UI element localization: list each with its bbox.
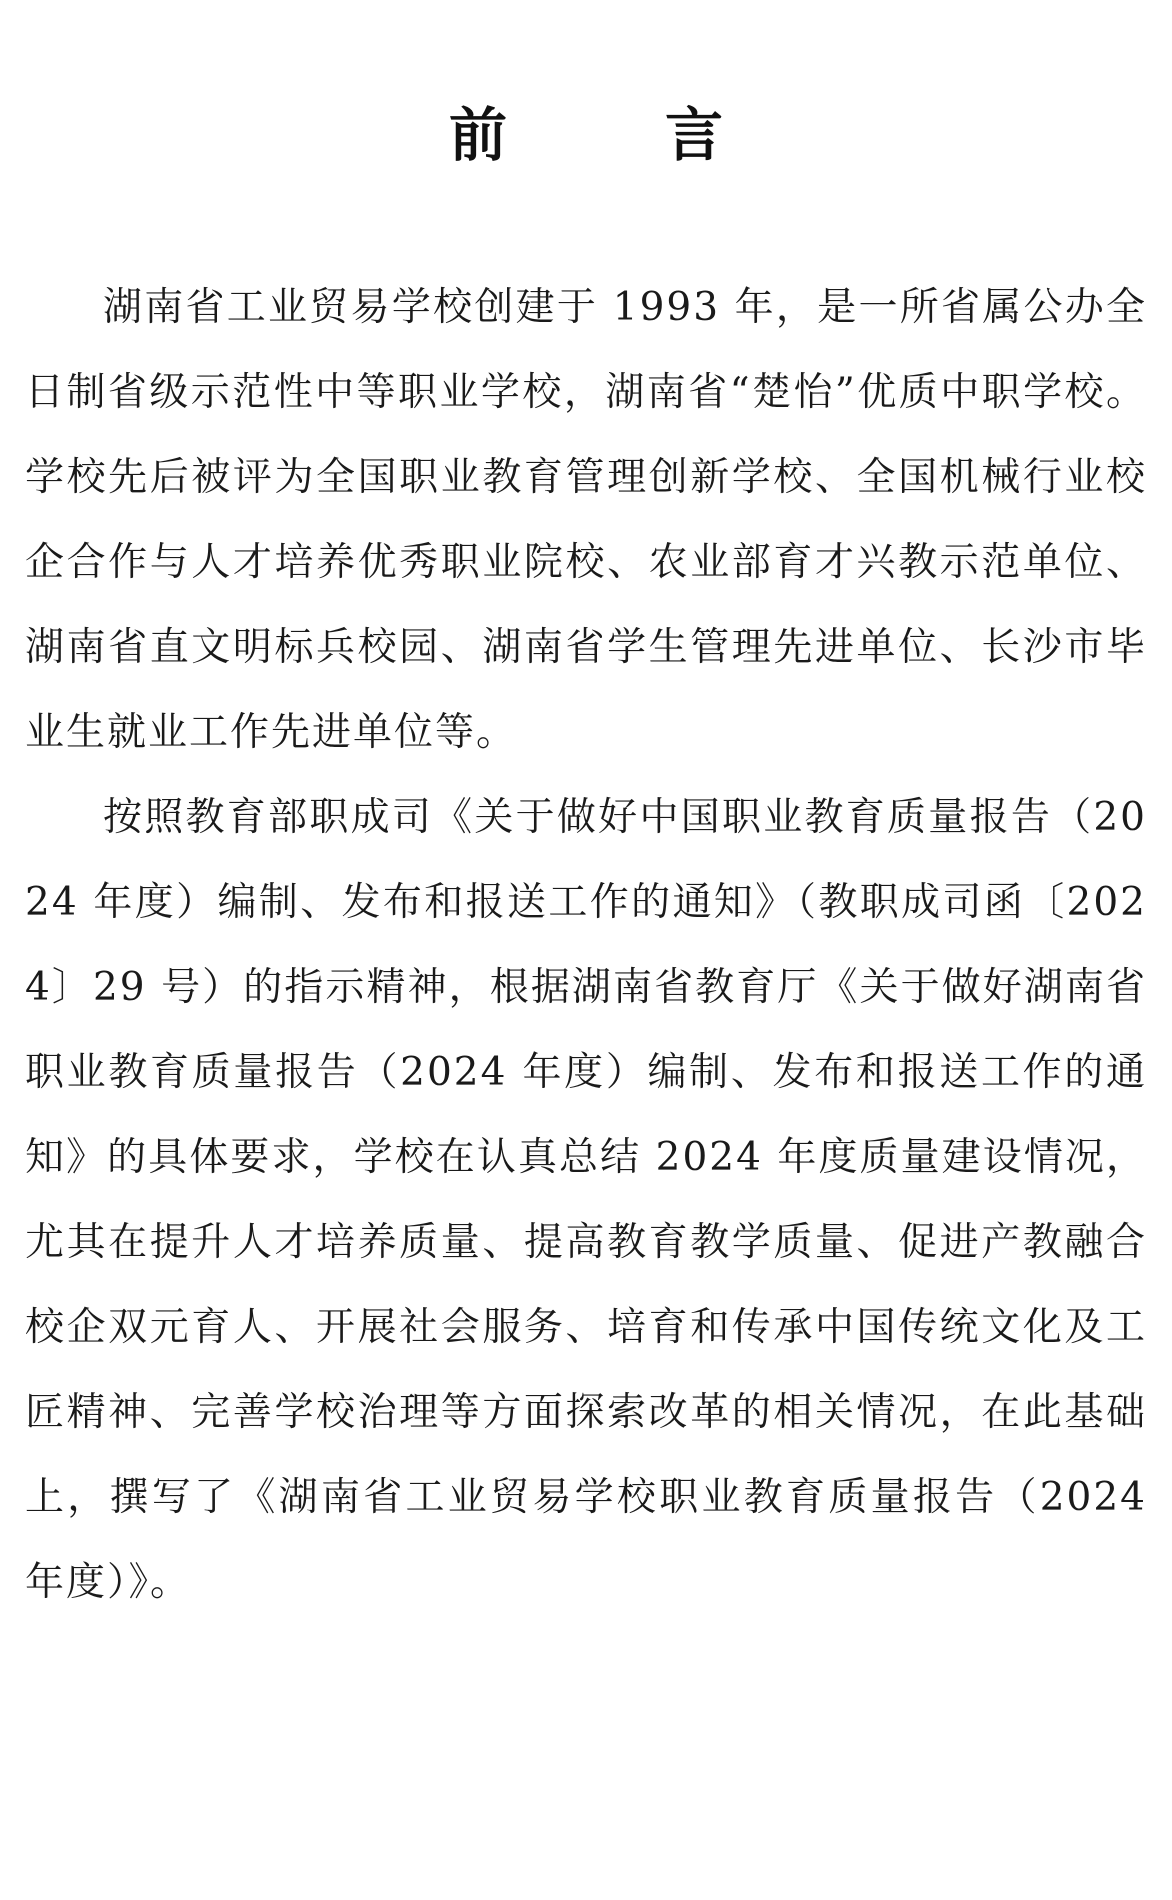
document-body [25,265,1147,1625]
paragraph-report-purpose: 按照教育部职成司《关于做好中国职业教育质量报告（2024 年度）编制、发布和报送工作的通知》（教职成司函〔2024〕29 号）的指示精神，根据湖南省教育厅《关于做好湖南省职业教育质量报告（2024 年度）编制、发布和报送工作的通知》的具体要求，学校在认真总结 2024 年度质量建设情况，尤其在提升人才培养质量、提高教育教学质量、促进产教融合校企双元育人、开展社会服务、培育和传承中国传统文化及工匠精神、完善学校治理等方面探索改革的相关情况，在此基础上，撰写了《湖南省工业贸易学校职业教育质量报告（2024 年度）》。 [25,795,1147,1605]
paragraph-school-introduction: 湖南省工业贸易学校创建于 1993 年，是一所省属公办全日制省级示范性中等职业学校，湖南省“楚怡”优质中职学校。学校先后被评为全国职业教育管理创新学校、全国机械行业校企合作与人才培养优秀职业院校、农业部育才兴教示范单位、湖南省直文明标兵校园、湖南省学生管理先进单位、长沙市毕业生就业工作先进单位等。 [25,285,1147,755]
page-title: 前 言 [448,101,773,169]
